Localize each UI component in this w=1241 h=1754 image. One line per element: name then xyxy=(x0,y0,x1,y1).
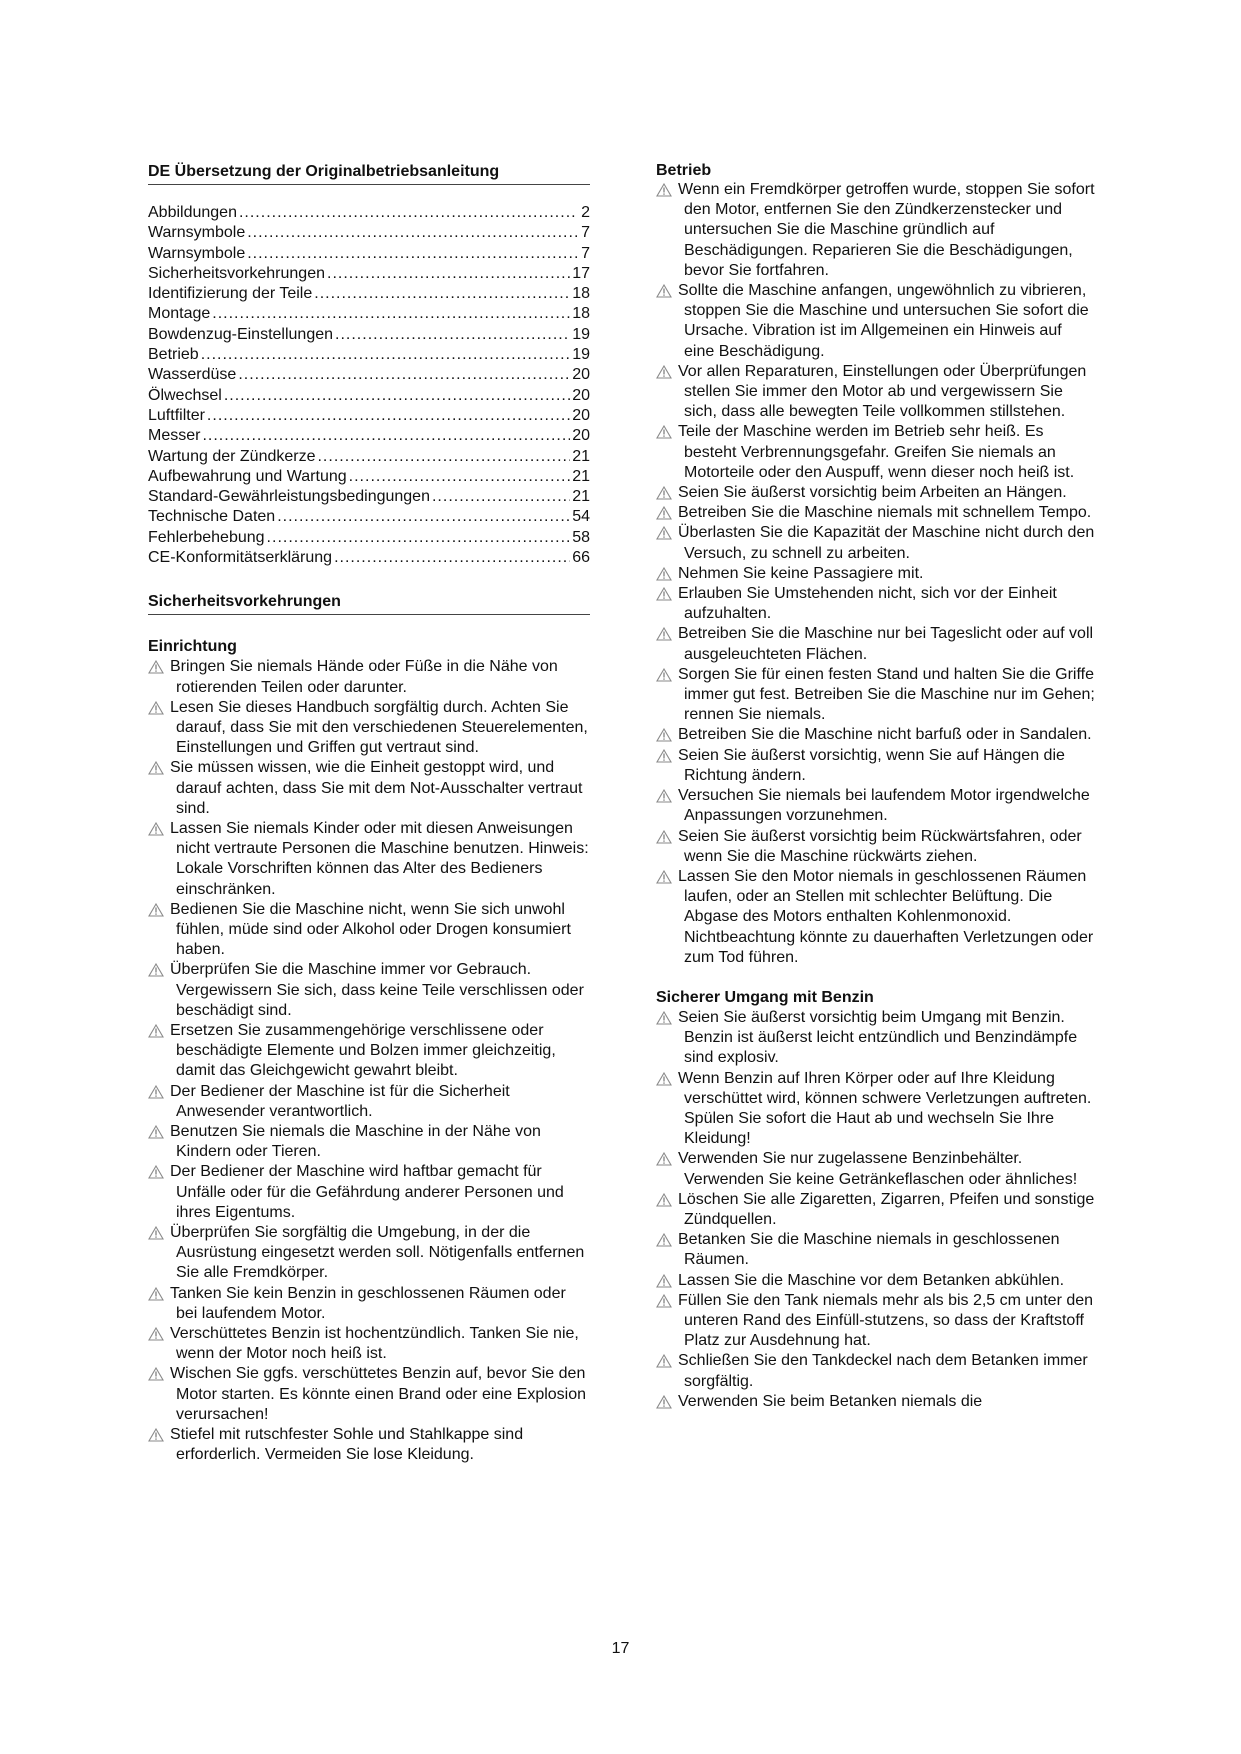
warning-triangle-icon xyxy=(656,526,672,540)
warning-triangle-icon xyxy=(656,284,672,298)
warning-text: Nehmen Sie keine Passagiere mit. xyxy=(678,564,924,582)
warning-text: Seien Sie äußerst vorsichtig beim Rückwärtsfahren, oder wenn Sie die Maschine rückwärts ziehen. xyxy=(678,827,1082,865)
toc-dot-leader xyxy=(327,264,570,284)
warning-item xyxy=(656,1291,1096,1352)
warning-text: Bringen Sie niemals Hände oder Füße in die Nähe von rotierenden Teilen oder darunter. xyxy=(170,658,558,696)
toc-entry-label: Betrieb xyxy=(148,346,199,364)
warning-item xyxy=(656,786,1096,826)
toc-entry-page: 21 xyxy=(572,447,590,465)
warning-text: Stiefel mit rutschfester Sohle und Stahlkappe sind erforderlich. Vermeiden Sie lose Kleidung. xyxy=(170,1426,524,1464)
toc-entry-label: Identifizierung der Teile xyxy=(148,285,313,303)
warning-triangle-icon xyxy=(656,183,672,197)
toc-entry-label: Ölwechsel xyxy=(148,386,222,404)
warning-item xyxy=(656,1351,1096,1391)
setup-heading: Einrichtung xyxy=(148,638,237,656)
warning-text: Schließen Sie den Tankdeckel nach dem Betanken immer sorgfältig. xyxy=(678,1352,1088,1390)
warning-text: Versuchen Sie niemals bei laufendem Motor irgendwelche Anpassungen vorzunehmen. xyxy=(678,787,1090,825)
warning-text: Lassen Sie die Maschine vor dem Betanken abkühlen. xyxy=(678,1271,1065,1289)
warning-text: Lesen Sie dieses Handbuch sorgfältig durch. Achten Sie darauf, dass Sie mit den verschiedenen Steuerelementen, Einstellungen und Griffen gut vertraut sind. xyxy=(170,698,588,757)
warning-item xyxy=(656,746,1096,786)
toc-entry-page: 7 xyxy=(581,224,590,242)
warning-triangle-icon xyxy=(656,1274,672,1288)
warning-triangle-icon xyxy=(656,1011,672,1025)
warning-item xyxy=(656,564,1096,584)
warning-item xyxy=(656,1190,1096,1230)
toc-entry-label: Fehlerbehebung xyxy=(148,528,265,546)
toc-dot-leader xyxy=(277,507,570,527)
warning-text: Erlauben Sie Umstehenden nicht, sich vor der Einheit aufzuhalten. xyxy=(678,585,1057,623)
warning-item xyxy=(656,281,1096,362)
toc-entry-page: 58 xyxy=(572,528,590,546)
warning-text: Sie müssen wissen, wie die Einheit gestoppt wird, und darauf achten, dass Sie mit dem Not-Ausschalter vertraut sind. xyxy=(170,759,583,817)
toc-entry-page: 66 xyxy=(572,549,590,567)
toc-dot-leader xyxy=(212,304,570,324)
toc-entry-page: 54 xyxy=(572,508,590,526)
warning-text: Tanken Sie kein Benzin in geschlossenen Räumen oder bei laufendem Motor. xyxy=(170,1284,566,1322)
toc-entry-label: Sicherheitsvorkehrungen xyxy=(148,264,325,282)
warning-triangle-icon xyxy=(148,1367,164,1381)
warning-item xyxy=(148,1082,590,1122)
warning-text: Der Bediener der Maschine ist für die Sicherheit Anwesender verantwortlich. xyxy=(170,1082,510,1120)
warning-item xyxy=(656,1230,1096,1270)
warning-triangle-icon xyxy=(148,701,164,715)
warning-item xyxy=(148,819,590,900)
warning-item xyxy=(148,758,590,819)
toc-entry-label: Bowdenzug-Einstellungen xyxy=(148,325,334,343)
toc-entry-label: Luftfilter xyxy=(148,406,205,424)
toc-dot-leader xyxy=(247,223,578,243)
warning-triangle-icon xyxy=(148,660,164,674)
toc-dot-leader xyxy=(201,345,571,365)
warning-triangle-icon xyxy=(656,587,672,601)
toc-entry-page: 21 xyxy=(572,488,590,506)
right-column xyxy=(656,162,1096,1412)
toc-dot-leader xyxy=(207,406,570,426)
warning-text: Teile der Maschine werden im Betrieb sehr heiß. Es besteht Verbrennungsgefahr. Greifen Sie niemals an Motorteile oder den Auspuff, wenn dieser noch heiß ist. xyxy=(678,423,1075,481)
warning-text: Verwenden Sie nur zugelassene Benzinbehälter. Verwenden Sie keine Getränkeflaschen oder ähnliches! xyxy=(678,1150,1078,1188)
toc-entry-page: 20 xyxy=(572,406,590,424)
toc-entry-label: Aufbewahrung und Wartung xyxy=(148,467,347,485)
toc-entry-page: 21 xyxy=(572,467,590,485)
warning-triangle-icon xyxy=(148,1165,164,1179)
toc-entry-label: CE-Konformitätserklärung xyxy=(148,549,333,567)
toc-entry-page: 2 xyxy=(581,204,590,221)
toc-entry xyxy=(148,487,590,507)
toc-entry xyxy=(148,406,590,426)
warning-triangle-icon xyxy=(656,1233,672,1247)
warning-item xyxy=(148,960,590,1021)
warning-triangle-icon xyxy=(148,1024,164,1038)
toc-entry-label: Technische Daten xyxy=(148,508,276,526)
warning-text: Wenn ein Fremdkörper getroffen wurde, stoppen Sie sofort den Motor, entfernen Sie den Zündkerzenstecker und untersuchen Sie die Maschine gründlich auf Beschädigungen. Reparieren Sie die Beschädigungen, bevor Sie fortfahren. xyxy=(678,181,1095,279)
warning-item xyxy=(148,1122,590,1162)
toc-entry-label: Wartung der Zündkerze xyxy=(148,447,316,465)
warning-item xyxy=(656,483,1096,503)
warning-item xyxy=(656,1069,1096,1150)
operation-warning-list xyxy=(656,180,1096,968)
toc-entry xyxy=(148,365,590,385)
toc-entry xyxy=(148,244,590,264)
toc-entry xyxy=(148,284,590,304)
warning-text: Benutzen Sie niemals die Maschine in der Nähe von Kindern oder Tieren. xyxy=(170,1123,541,1161)
warning-text: Verschüttetes Benzin ist hochentzündlich. Tanken Sie nie, wenn der Motor noch heiß ist. xyxy=(170,1325,579,1363)
warning-triangle-icon xyxy=(656,506,672,520)
warning-triangle-icon xyxy=(656,365,672,379)
toc-entry xyxy=(148,548,590,568)
warning-triangle-icon xyxy=(148,1327,164,1341)
toc-entry xyxy=(148,426,590,446)
warning-triangle-icon xyxy=(656,789,672,803)
document-title: DE Übersetzung der Originalbetriebsanleitung xyxy=(148,162,590,185)
warning-item xyxy=(148,1324,590,1364)
warning-item xyxy=(656,867,1096,968)
warning-text: Betanken Sie die Maschine niemals in geschlossenen Räumen. xyxy=(678,1231,1060,1269)
warning-text: Überprüfen Sie sorgfältig die Umgebung, in der die Ausrüstung eingesetzt werden soll. Nötigenfalls entfernen Sie alle Fremdkörper. xyxy=(170,1224,585,1282)
warning-triangle-icon xyxy=(656,567,672,581)
warning-item xyxy=(656,523,1096,563)
toc-entry-label: Wasserdüse xyxy=(148,366,237,384)
warning-item xyxy=(148,900,590,961)
toc-entry-label: Warnsymbole xyxy=(148,244,246,262)
warning-item xyxy=(656,1008,1096,1069)
toc-dot-leader xyxy=(317,447,570,467)
warning-triangle-icon xyxy=(656,668,672,682)
warning-text: Füllen Sie den Tank niemals mehr als bis 2,5 cm unter den unteren Rand des Einfüll-stutzens, so dass der Kraftstoff Platz zur Ausdehnung hat. xyxy=(678,1291,1094,1350)
warning-item xyxy=(148,1364,590,1425)
warning-text: Bedienen Sie die Maschine nicht, wenn Sie sich unwohl fühlen, müde sind oder Alkohol oder Drogen konsumiert haben. xyxy=(170,900,571,959)
left-column xyxy=(148,162,590,1465)
toc-entry-page: 19 xyxy=(572,346,590,364)
warning-item xyxy=(148,1223,590,1284)
toc-dot-leader xyxy=(314,284,570,304)
warning-text: Überlasten Sie die Kapazität der Maschine nicht durch den Versuch, zu schnell zu arbeiten. xyxy=(678,524,1095,562)
toc-entry-label: Montage xyxy=(148,305,211,323)
warning-triangle-icon xyxy=(148,822,164,836)
warning-item xyxy=(148,1284,590,1324)
warning-item xyxy=(656,1271,1096,1291)
toc-entry xyxy=(148,467,590,487)
warning-triangle-icon xyxy=(656,425,672,439)
warning-triangle-icon xyxy=(656,1152,672,1166)
setup-warning-list xyxy=(148,657,590,1465)
warning-text: Lassen Sie den Motor niemals in geschlossenen Räumen laufen, oder an Stellen mit schlechter Belüftung. Die Abgase des Motors enthalten Kohlenmonoxid. Nichtbeachtung könnte zu dauerhaften Verletzungen oder zum Tod führen. xyxy=(678,867,1094,966)
toc-entry-page: 17 xyxy=(572,264,590,282)
warning-item xyxy=(148,657,590,697)
warning-text: Seien Sie äußerst vorsichtig, wenn Sie auf Hängen die Richtung ändern. xyxy=(678,746,1065,784)
warning-triangle-icon xyxy=(656,486,672,500)
toc-entry-label: Warnsymbole xyxy=(148,224,246,242)
toc-entry xyxy=(148,223,590,243)
warning-text: Betreiben Sie die Maschine nicht barfuß oder in Sandalen. xyxy=(678,726,1092,744)
warning-item xyxy=(148,698,590,759)
toc-dot-leader xyxy=(334,548,570,568)
toc-entry xyxy=(148,203,590,223)
warning-item xyxy=(656,665,1096,726)
fuel-heading: Sicherer Umgang mit Benzin xyxy=(656,988,874,1006)
toc-dot-leader xyxy=(239,203,578,223)
warning-text: Sollte die Maschine anfangen, ungewöhnlich zu vibrieren, stoppen Sie die Maschine und untersuchen Sie sofort die Ursache. Vibration ist im Allgemeinen ein Hinweis auf eine Beschädigung. xyxy=(678,282,1089,360)
warning-item xyxy=(656,827,1096,867)
warning-triangle-icon xyxy=(656,1294,672,1308)
warning-item xyxy=(656,362,1096,423)
toc-dot-leader xyxy=(335,325,570,345)
warning-text: Vor allen Reparaturen, Einstellungen oder Überprüfungen stellen Sie immer den Motor ab und vergewissern Sie sich, dass alle bewegten Teile vollkommen stillstehen. xyxy=(678,362,1087,421)
warning-triangle-icon xyxy=(148,1085,164,1099)
warning-item xyxy=(148,1162,590,1223)
warning-text: Seien Sie äußerst vorsichtig beim Arbeiten an Hängen. xyxy=(678,484,1067,502)
toc-entry-page: 19 xyxy=(572,325,590,343)
toc-dot-leader xyxy=(224,386,570,406)
warning-text: Sorgen Sie für einen festen Stand und halten Sie die Griffe immer gut fest. Betreiben Sie die Maschine nur im Gehen; rennen Sie niemals. xyxy=(678,665,1095,724)
toc-entry-label: Messer xyxy=(148,427,201,445)
warning-text: Wischen Sie ggfs. verschüttetes Benzin auf, bevor Sie den Motor starten. Es könnte einen Brand oder eine Explosion verursachen! xyxy=(170,1365,587,1423)
warning-item xyxy=(656,584,1096,624)
warning-triangle-icon xyxy=(148,963,164,977)
safety-heading: Sicherheitsvorkehrungen xyxy=(148,592,590,615)
warning-triangle-icon xyxy=(656,1395,672,1409)
warning-text: Löschen Sie alle Zigaretten, Zigarren, Pfeifen und sonstige Zündquellen. xyxy=(678,1190,1095,1228)
toc-dot-leader xyxy=(247,244,578,264)
table-of-contents xyxy=(148,203,590,568)
toc-dot-leader xyxy=(267,528,571,548)
warning-triangle-icon xyxy=(148,1428,164,1442)
warning-text: Verwenden Sie beim Betanken niemals die xyxy=(678,1392,983,1410)
warning-triangle-icon xyxy=(148,1125,164,1139)
operation-heading: Betrieb xyxy=(656,162,712,179)
warning-text: Wenn Benzin auf Ihren Körper oder auf Ihre Kleidung verschüttet wird, können schwere Verletzungen auftreten. Spülen Sie sofort die Haut ab und wechseln Sie Ihre Kleidung! xyxy=(678,1069,1092,1148)
toc-dot-leader xyxy=(349,467,571,487)
toc-dot-leader xyxy=(432,487,570,507)
warning-text: Betreiben Sie die Maschine niemals mit schnellem Tempo. xyxy=(678,504,1092,522)
toc-entry xyxy=(148,507,590,527)
warning-triangle-icon xyxy=(148,903,164,917)
toc-entry xyxy=(148,345,590,365)
warning-item xyxy=(656,503,1096,523)
warning-triangle-icon xyxy=(656,749,672,763)
warning-item xyxy=(656,422,1096,483)
warning-item xyxy=(656,180,1096,281)
warning-triangle-icon xyxy=(148,1226,164,1240)
warning-triangle-icon xyxy=(148,761,164,775)
warning-text: Seien Sie äußerst vorsichtig beim Umgang mit Benzin. Benzin ist äußerst leicht entzündlich und Benzindämpfe sind explosiv. xyxy=(678,1008,1078,1067)
toc-entry-page: 7 xyxy=(581,244,590,262)
warning-text: Betreiben Sie die Maschine nur bei Tageslicht oder auf voll ausgeleuchteten Flächen. xyxy=(678,625,1094,663)
warning-triangle-icon xyxy=(656,830,672,844)
warning-triangle-icon xyxy=(656,870,672,884)
toc-entry-page: 20 xyxy=(572,366,590,384)
toc-entry xyxy=(148,264,590,284)
toc-entry xyxy=(148,304,590,324)
toc-entry xyxy=(148,447,590,467)
warning-text: Überprüfen Sie die Maschine immer vor Gebrauch. Vergewissern Sie sich, dass keine Teile verschlissen oder beschädigt sind. xyxy=(170,961,584,1019)
toc-dot-leader xyxy=(202,426,570,446)
toc-entry-label: Abbildungen xyxy=(148,204,237,221)
warning-text: Lassen Sie niemals Kinder oder mit diesen Anweisungen nicht vertraute Personen die Maschine benutzen. Hinweis: Lokale Vorschriften können das Alter des Bedieners einschränken. xyxy=(170,819,589,898)
warning-text: Der Bediener der Maschine wird haftbar gemacht für Unfälle oder für die Gefährdung anderer Personen und ihres Eigentums. xyxy=(170,1163,564,1221)
warning-item xyxy=(656,1149,1096,1189)
warning-item xyxy=(656,1392,1096,1412)
page-number: 17 xyxy=(611,1640,630,1657)
toc-entry-label: Standard-Gewährleistungsbedingungen xyxy=(148,488,430,506)
warning-item xyxy=(148,1021,590,1082)
warning-text: Ersetzen Sie zusammengehörige verschlissene oder beschädigte Elemente und Bolzen immer gleichzeitig, damit das Gleichgewicht gewahrt bleibt. xyxy=(170,1022,556,1080)
toc-entry-page: 18 xyxy=(572,285,590,303)
warning-triangle-icon xyxy=(656,1072,672,1086)
toc-entry xyxy=(148,325,590,345)
warning-triangle-icon xyxy=(656,728,672,742)
warning-item xyxy=(656,725,1096,745)
warning-triangle-icon xyxy=(656,1193,672,1207)
warning-triangle-icon xyxy=(656,627,672,641)
toc-dot-leader xyxy=(238,365,570,385)
toc-entry-page: 20 xyxy=(572,386,590,404)
toc-entry xyxy=(148,386,590,406)
warning-item xyxy=(656,624,1096,664)
toc-entry-page: 18 xyxy=(572,305,590,323)
toc-entry xyxy=(148,528,590,548)
warning-triangle-icon xyxy=(656,1354,672,1368)
toc-entry-page: 20 xyxy=(572,427,590,445)
warning-triangle-icon xyxy=(148,1287,164,1301)
warning-item xyxy=(148,1425,590,1465)
fuel-warning-list xyxy=(656,1008,1096,1412)
